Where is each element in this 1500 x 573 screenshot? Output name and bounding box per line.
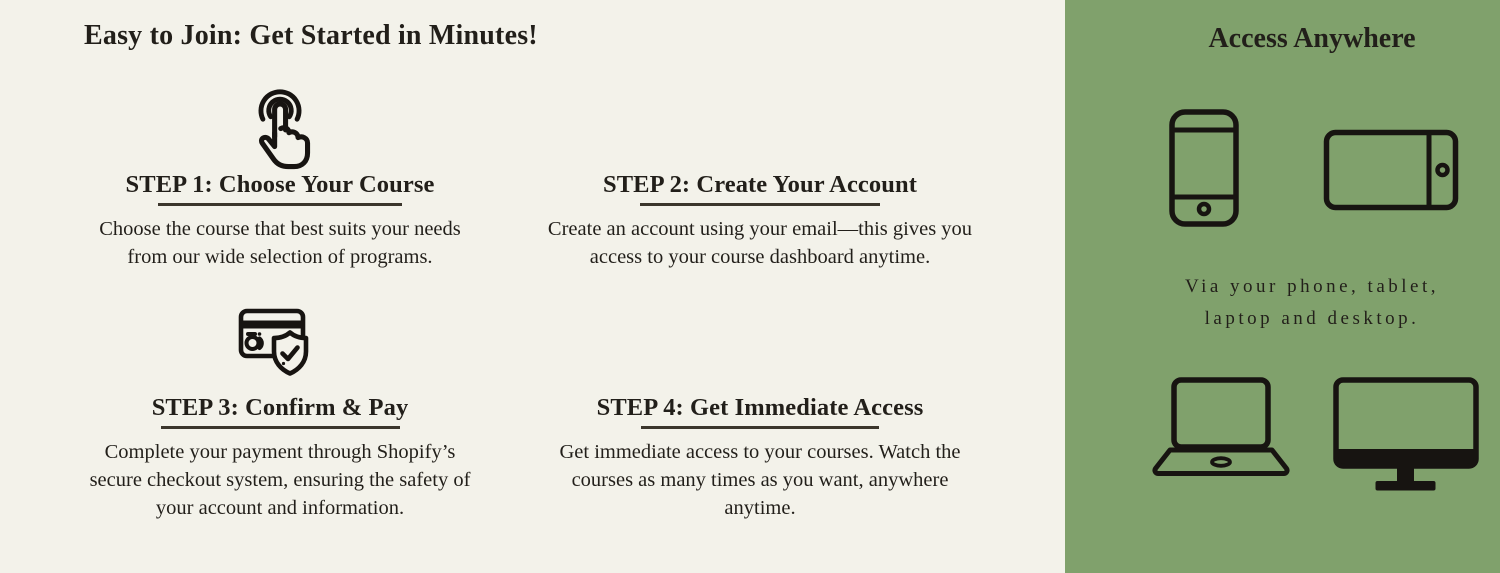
step-3-heading: STEP 3: Confirm & Pay [151, 394, 409, 421]
step-4-description: Get immediate access to your courses. Watch the courses as many times as you want, anywhere anytime. [559, 441, 961, 519]
step-3-confirm-pay [65, 394, 495, 522]
step-1-choose-course [65, 171, 495, 271]
phone-icon [1168, 108, 1240, 228]
step-2-create-account [543, 171, 977, 271]
step-2-underline [640, 203, 880, 206]
tablet-icon [1323, 129, 1459, 211]
desktop-icon [1333, 377, 1479, 491]
step-2-heading: STEP 2: Create Your Account [603, 171, 917, 198]
step-1-description: Choose the course that best suits your needs from our wide selection of programs. [99, 218, 461, 268]
access-anywhere-panel [1065, 0, 1500, 573]
step-2-description: Create an account using your email—this gives you access to your course dashboard anytime. [547, 218, 973, 268]
step-3-description: Complete your payment through Shopify’s secure checkout system, ensuring the safety of your account and information. [89, 441, 471, 519]
access-anywhere-title: Access Anywhere [1208, 23, 1416, 54]
devices-caption: Via your phone, tablet, laptop and desktop. [1184, 276, 1439, 329]
card-shield-icon [236, 299, 320, 383]
step-3-underline [161, 426, 400, 429]
step-4-heading: STEP 4: Get Immediate Access [596, 394, 924, 421]
step-4-underline [641, 426, 879, 429]
step-1-heading: STEP 1: Choose Your Course [125, 171, 435, 198]
step-1-underline [158, 203, 402, 206]
laptop-icon [1147, 377, 1295, 481]
page-title: Easy to Join: Get Started in Minutes! [84, 20, 538, 51]
step-4-immediate-access [540, 394, 980, 522]
tap-icon [242, 86, 318, 170]
